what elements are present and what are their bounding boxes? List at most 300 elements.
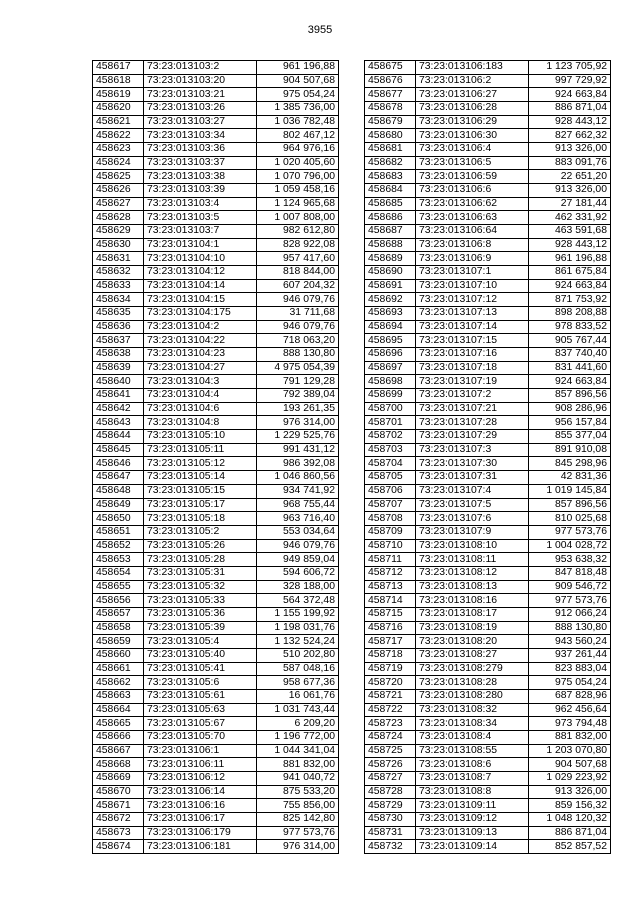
cadastral-number: 73:23:013107:5 bbox=[416, 498, 529, 512]
cadastral-number: 73:23:013109:13 bbox=[416, 826, 529, 840]
cadastral-number: 73:23:013106:4 bbox=[416, 143, 529, 157]
cadastral-number: 73:23:013108:17 bbox=[416, 607, 529, 621]
row-number: 458666 bbox=[93, 730, 144, 744]
table-row bbox=[365, 389, 611, 403]
cadastral-number: 73:23:013108:11 bbox=[416, 553, 529, 567]
table-row bbox=[365, 566, 611, 580]
cadastral-number: 73:23:013109:12 bbox=[416, 812, 529, 826]
cadastral-value: 883 091,76 bbox=[529, 156, 611, 170]
row-number: 458657 bbox=[93, 607, 144, 621]
cadastral-number: 73:23:013107:13 bbox=[416, 307, 529, 321]
cadastral-number: 73:23:013108:6 bbox=[416, 758, 529, 772]
table-row bbox=[365, 553, 611, 567]
cadastral-value: 1 196 772,00 bbox=[257, 730, 339, 744]
cadastral-number: 73:23:013103:39 bbox=[144, 184, 257, 198]
cadastral-number: 73:23:013108:28 bbox=[416, 676, 529, 690]
cadastral-value: 1 048 120,32 bbox=[529, 812, 611, 826]
row-number: 458642 bbox=[93, 402, 144, 416]
row-number: 458663 bbox=[93, 689, 144, 703]
table-row bbox=[93, 430, 339, 444]
row-number: 458656 bbox=[93, 594, 144, 608]
row-number: 458725 bbox=[365, 744, 416, 758]
table-row bbox=[365, 307, 611, 321]
table-row bbox=[365, 717, 611, 731]
row-number: 458647 bbox=[93, 471, 144, 485]
table-row bbox=[93, 648, 339, 662]
cadastral-number: 73:23:013103:27 bbox=[144, 115, 257, 129]
cadastral-value: 1 229 525,76 bbox=[257, 430, 339, 444]
cadastral-value: 946 079,76 bbox=[257, 539, 339, 553]
cadastral-value: 587 048,16 bbox=[257, 662, 339, 676]
row-number: 458681 bbox=[365, 143, 416, 157]
table-row bbox=[93, 539, 339, 553]
cadastral-number: 73:23:013107:1 bbox=[416, 266, 529, 280]
cadastral-number: 73:23:013103:36 bbox=[144, 143, 257, 157]
cadastral-value: 831 441,60 bbox=[529, 361, 611, 375]
row-number: 458700 bbox=[365, 402, 416, 416]
table-row bbox=[93, 170, 339, 184]
cadastral-value: 22 651,20 bbox=[529, 170, 611, 184]
table-row bbox=[93, 348, 339, 362]
cadastral-number: 73:23:013103:7 bbox=[144, 225, 257, 239]
table-row bbox=[365, 61, 611, 75]
row-number: 458685 bbox=[365, 197, 416, 211]
row-number: 458639 bbox=[93, 361, 144, 375]
table-row bbox=[93, 279, 339, 293]
row-number: 458617 bbox=[93, 61, 144, 75]
page-number: 3955 bbox=[307, 24, 333, 36]
row-number: 458677 bbox=[365, 88, 416, 102]
row-number: 458723 bbox=[365, 717, 416, 731]
table-row bbox=[93, 689, 339, 703]
cadastral-number: 73:23:013107:30 bbox=[416, 457, 529, 471]
cadastral-value: 975 054,24 bbox=[529, 676, 611, 690]
cadastral-value: 31 711,68 bbox=[257, 307, 339, 321]
table-row bbox=[365, 648, 611, 662]
row-number: 458691 bbox=[365, 279, 416, 293]
row-number: 458624 bbox=[93, 156, 144, 170]
cadastral-number: 73:23:013105:63 bbox=[144, 703, 257, 717]
table-row bbox=[93, 197, 339, 211]
table-row bbox=[93, 785, 339, 799]
cadastral-value: 928 443,12 bbox=[529, 238, 611, 252]
table-row bbox=[93, 676, 339, 690]
row-number: 458717 bbox=[365, 635, 416, 649]
row-number: 458668 bbox=[93, 758, 144, 772]
row-number: 458697 bbox=[365, 361, 416, 375]
cadastral-value: 949 859,04 bbox=[257, 553, 339, 567]
table-row bbox=[93, 129, 339, 143]
table-row bbox=[93, 307, 339, 321]
table-row bbox=[365, 498, 611, 512]
table-row bbox=[93, 61, 339, 75]
cadastral-number: 73:23:013105:39 bbox=[144, 621, 257, 635]
cadastral-number: 73:23:013105:6 bbox=[144, 676, 257, 690]
cadastral-value: 957 417,60 bbox=[257, 252, 339, 266]
cadastral-value: 857 896,56 bbox=[529, 389, 611, 403]
cadastral-number: 73:23:013108:13 bbox=[416, 580, 529, 594]
cadastral-number: 73:23:013109:11 bbox=[416, 799, 529, 813]
table-row bbox=[93, 143, 339, 157]
cadastral-value: 837 740,40 bbox=[529, 348, 611, 362]
cadastral-number: 73:23:013103:26 bbox=[144, 102, 257, 116]
table-row bbox=[93, 607, 339, 621]
row-number: 458661 bbox=[93, 662, 144, 676]
cadastral-value: 718 063,20 bbox=[257, 334, 339, 348]
cadastral-number: 73:23:013104:15 bbox=[144, 293, 257, 307]
cadastral-value: 328 188,00 bbox=[257, 580, 339, 594]
table-row bbox=[93, 320, 339, 334]
cadastral-number: 73:23:013106:181 bbox=[144, 840, 257, 854]
cadastral-number: 73:23:013103:38 bbox=[144, 170, 257, 184]
table-row bbox=[365, 170, 611, 184]
table-row bbox=[93, 553, 339, 567]
table-row bbox=[365, 88, 611, 102]
table-row bbox=[93, 799, 339, 813]
cadastral-value: 1 007 808,00 bbox=[257, 211, 339, 225]
table-row bbox=[93, 416, 339, 430]
row-number: 458675 bbox=[365, 61, 416, 75]
cadastral-value: 859 156,32 bbox=[529, 799, 611, 813]
row-number: 458686 bbox=[365, 211, 416, 225]
cadastral-value: 943 560,24 bbox=[529, 635, 611, 649]
row-number: 458641 bbox=[93, 389, 144, 403]
row-number: 458667 bbox=[93, 744, 144, 758]
table-row bbox=[93, 580, 339, 594]
cadastral-number: 73:23:013105:40 bbox=[144, 648, 257, 662]
cadastral-number: 73:23:013106:11 bbox=[144, 758, 257, 772]
cadastral-value: 818 844,00 bbox=[257, 266, 339, 280]
row-number: 458671 bbox=[93, 799, 144, 813]
cadastral-number: 73:23:013104:1 bbox=[144, 238, 257, 252]
row-number: 458678 bbox=[365, 102, 416, 116]
cadastral-value: 855 377,04 bbox=[529, 430, 611, 444]
row-number: 458635 bbox=[93, 307, 144, 321]
row-number: 458699 bbox=[365, 389, 416, 403]
table-row bbox=[93, 211, 339, 225]
table-row bbox=[93, 457, 339, 471]
table-row bbox=[365, 443, 611, 457]
table-row bbox=[365, 225, 611, 239]
cadastral-number: 73:23:013108:12 bbox=[416, 566, 529, 580]
cadastral-table-left bbox=[92, 60, 339, 854]
row-number: 458636 bbox=[93, 320, 144, 334]
table-row bbox=[93, 484, 339, 498]
table-row bbox=[365, 361, 611, 375]
row-number: 458707 bbox=[365, 498, 416, 512]
cadastral-value: 845 298,96 bbox=[529, 457, 611, 471]
table-row bbox=[365, 279, 611, 293]
row-number: 458650 bbox=[93, 512, 144, 526]
row-number: 458674 bbox=[93, 840, 144, 854]
row-number: 458662 bbox=[93, 676, 144, 690]
cadastral-value: 977 573,76 bbox=[529, 525, 611, 539]
cadastral-value: 881 832,00 bbox=[257, 758, 339, 772]
cadastral-number: 73:23:013106:12 bbox=[144, 771, 257, 785]
cadastral-number: 73:23:013105:70 bbox=[144, 730, 257, 744]
cadastral-number: 73:23:013108:279 bbox=[416, 662, 529, 676]
row-number: 458712 bbox=[365, 566, 416, 580]
cadastral-number: 73:23:013107:12 bbox=[416, 293, 529, 307]
cadastral-value: 1 059 458,16 bbox=[257, 184, 339, 198]
row-number: 458692 bbox=[365, 293, 416, 307]
cadastral-number: 73:23:013106:183 bbox=[416, 61, 529, 75]
cadastral-value: 510 202,80 bbox=[257, 648, 339, 662]
cadastral-value: 908 286,96 bbox=[529, 402, 611, 416]
table-row bbox=[93, 662, 339, 676]
cadastral-value: 1 124 965,68 bbox=[257, 197, 339, 211]
cadastral-value: 823 883,04 bbox=[529, 662, 611, 676]
table-row bbox=[365, 730, 611, 744]
cadastral-number: 73:23:013108:27 bbox=[416, 648, 529, 662]
row-number: 458711 bbox=[365, 553, 416, 567]
row-number: 458623 bbox=[93, 143, 144, 157]
cadastral-number: 73:23:013105:41 bbox=[144, 662, 257, 676]
row-number: 458732 bbox=[365, 840, 416, 854]
row-number: 458721 bbox=[365, 689, 416, 703]
cadastral-value: 961 196,88 bbox=[529, 252, 611, 266]
cadastral-number: 73:23:013107:19 bbox=[416, 375, 529, 389]
cadastral-number: 73:23:013106:5 bbox=[416, 156, 529, 170]
cadastral-value: 975 054,24 bbox=[257, 88, 339, 102]
table-row bbox=[365, 689, 611, 703]
table-row bbox=[365, 143, 611, 157]
row-number: 458652 bbox=[93, 539, 144, 553]
cadastral-number: 73:23:013107:21 bbox=[416, 402, 529, 416]
row-number: 458640 bbox=[93, 375, 144, 389]
table-row bbox=[93, 744, 339, 758]
cadastral-value: 42 831,36 bbox=[529, 471, 611, 485]
row-number: 458645 bbox=[93, 443, 144, 457]
cadastral-value: 962 456,64 bbox=[529, 703, 611, 717]
table-row bbox=[365, 744, 611, 758]
cadastral-number: 73:23:013106:27 bbox=[416, 88, 529, 102]
table-row bbox=[365, 799, 611, 813]
row-number: 458649 bbox=[93, 498, 144, 512]
cadastral-value: 956 157,84 bbox=[529, 416, 611, 430]
cadastral-value: 912 066,24 bbox=[529, 607, 611, 621]
cadastral-number: 73:23:013105:28 bbox=[144, 553, 257, 567]
row-number: 458626 bbox=[93, 184, 144, 198]
cadastral-value: 553 034,64 bbox=[257, 525, 339, 539]
cadastral-value: 913 326,00 bbox=[529, 785, 611, 799]
cadastral-number: 73:23:013104:12 bbox=[144, 266, 257, 280]
cadastral-number: 73:23:013105:67 bbox=[144, 717, 257, 731]
row-number: 458658 bbox=[93, 621, 144, 635]
table-row bbox=[365, 184, 611, 198]
row-number: 458701 bbox=[365, 416, 416, 430]
row-number: 458680 bbox=[365, 129, 416, 143]
cadastral-number: 73:23:013103:34 bbox=[144, 129, 257, 143]
cadastral-value: 924 663,84 bbox=[529, 88, 611, 102]
cadastral-value: 1 046 860,56 bbox=[257, 471, 339, 485]
table-row bbox=[93, 594, 339, 608]
cadastral-value: 976 314,00 bbox=[257, 416, 339, 430]
cadastral-number: 73:23:013108:280 bbox=[416, 689, 529, 703]
cadastral-value: 462 331,92 bbox=[529, 211, 611, 225]
cadastral-number: 73:23:013105:31 bbox=[144, 566, 257, 580]
table-row bbox=[365, 238, 611, 252]
row-number: 458719 bbox=[365, 662, 416, 676]
cadastral-number: 73:23:013103:4 bbox=[144, 197, 257, 211]
table-row bbox=[365, 197, 611, 211]
table-row bbox=[365, 635, 611, 649]
cadastral-number: 73:23:013104:6 bbox=[144, 402, 257, 416]
table-row bbox=[93, 621, 339, 635]
table-row bbox=[93, 703, 339, 717]
table-row bbox=[365, 512, 611, 526]
row-number: 458696 bbox=[365, 348, 416, 362]
cadastral-value: 791 129,28 bbox=[257, 375, 339, 389]
cadastral-number: 73:23:013107:29 bbox=[416, 430, 529, 444]
row-number: 458679 bbox=[365, 115, 416, 129]
cadastral-number: 73:23:013109:14 bbox=[416, 840, 529, 854]
cadastral-value: 1 385 736,00 bbox=[257, 102, 339, 116]
cadastral-value: 1 044 341,04 bbox=[257, 744, 339, 758]
row-number: 458690 bbox=[365, 266, 416, 280]
row-number: 458693 bbox=[365, 307, 416, 321]
cadastral-number: 73:23:013105:17 bbox=[144, 498, 257, 512]
table-row bbox=[365, 334, 611, 348]
cadastral-value: 193 261,35 bbox=[257, 402, 339, 416]
cadastral-value: 904 507,68 bbox=[257, 74, 339, 88]
cadastral-value: 6 209,20 bbox=[257, 717, 339, 731]
cadastral-value: 968 755,44 bbox=[257, 498, 339, 512]
row-number: 458643 bbox=[93, 416, 144, 430]
row-number: 458648 bbox=[93, 484, 144, 498]
cadastral-value: 607 204,32 bbox=[257, 279, 339, 293]
cadastral-number: 73:23:013107:31 bbox=[416, 471, 529, 485]
cadastral-value: 964 976,16 bbox=[257, 143, 339, 157]
table-row bbox=[365, 102, 611, 116]
cadastral-number: 73:23:013103:21 bbox=[144, 88, 257, 102]
table-row bbox=[93, 730, 339, 744]
table-row bbox=[93, 771, 339, 785]
cadastral-number: 73:23:013108:55 bbox=[416, 744, 529, 758]
cadastral-value: 1 020 405,60 bbox=[257, 156, 339, 170]
cadastral-value: 875 533,20 bbox=[257, 785, 339, 799]
row-number: 458688 bbox=[365, 238, 416, 252]
row-number: 458619 bbox=[93, 88, 144, 102]
cadastral-value: 861 675,84 bbox=[529, 266, 611, 280]
table-row bbox=[93, 74, 339, 88]
row-number: 458633 bbox=[93, 279, 144, 293]
table-row bbox=[93, 252, 339, 266]
cadastral-value: 924 663,84 bbox=[529, 375, 611, 389]
cadastral-value: 953 638,32 bbox=[529, 553, 611, 567]
row-number: 458630 bbox=[93, 238, 144, 252]
cadastral-value: 973 794,48 bbox=[529, 717, 611, 731]
cadastral-number: 73:23:013107:16 bbox=[416, 348, 529, 362]
table-row bbox=[93, 361, 339, 375]
table-row bbox=[93, 334, 339, 348]
row-number: 458653 bbox=[93, 553, 144, 567]
cadastral-number: 73:23:013105:32 bbox=[144, 580, 257, 594]
cadastral-number: 73:23:013105:36 bbox=[144, 607, 257, 621]
table-row bbox=[93, 402, 339, 416]
table-row bbox=[93, 471, 339, 485]
cadastral-value: 888 130,80 bbox=[529, 621, 611, 635]
table-row bbox=[93, 717, 339, 731]
row-number: 458683 bbox=[365, 170, 416, 184]
cadastral-number: 73:23:013104:2 bbox=[144, 320, 257, 334]
cadastral-number: 73:23:013103:37 bbox=[144, 156, 257, 170]
row-number: 458704 bbox=[365, 457, 416, 471]
cadastral-number: 73:23:013105:11 bbox=[144, 443, 257, 457]
cadastral-number: 73:23:013104:27 bbox=[144, 361, 257, 375]
cadastral-value: 913 326,00 bbox=[529, 184, 611, 198]
cadastral-number: 73:23:013108:20 bbox=[416, 635, 529, 649]
cadastral-value: 1 031 743,44 bbox=[257, 703, 339, 717]
table-row bbox=[93, 443, 339, 457]
cadastral-number: 73:23:013107:4 bbox=[416, 484, 529, 498]
cadastral-number: 73:23:013106:29 bbox=[416, 115, 529, 129]
cadastral-value: 27 181,44 bbox=[529, 197, 611, 211]
cadastral-number: 73:23:013104:22 bbox=[144, 334, 257, 348]
row-number: 458687 bbox=[365, 225, 416, 239]
row-number: 458703 bbox=[365, 443, 416, 457]
cadastral-number: 73:23:013104:175 bbox=[144, 307, 257, 321]
cadastral-number: 73:23:013103:5 bbox=[144, 211, 257, 225]
row-number: 458715 bbox=[365, 607, 416, 621]
cadastral-number: 73:23:013106:30 bbox=[416, 129, 529, 143]
table-row bbox=[93, 225, 339, 239]
row-number: 458689 bbox=[365, 252, 416, 266]
table-row bbox=[365, 457, 611, 471]
table-row bbox=[365, 348, 611, 362]
cadastral-number: 73:23:013106:14 bbox=[144, 785, 257, 799]
cadastral-number: 73:23:013106:179 bbox=[144, 826, 257, 840]
table-row bbox=[93, 115, 339, 129]
cadastral-value: 941 040,72 bbox=[257, 771, 339, 785]
cadastral-number: 73:23:013104:4 bbox=[144, 389, 257, 403]
row-number: 458731 bbox=[365, 826, 416, 840]
table-row bbox=[365, 525, 611, 539]
table-row bbox=[365, 129, 611, 143]
row-number: 458730 bbox=[365, 812, 416, 826]
row-number: 458720 bbox=[365, 676, 416, 690]
row-number: 458718 bbox=[365, 648, 416, 662]
cadastral-number: 73:23:013108:4 bbox=[416, 730, 529, 744]
cadastral-value: 977 573,76 bbox=[529, 594, 611, 608]
table-row bbox=[365, 662, 611, 676]
row-number: 458637 bbox=[93, 334, 144, 348]
row-number: 458702 bbox=[365, 430, 416, 444]
cadastral-value: 928 443,12 bbox=[529, 115, 611, 129]
cadastral-number: 73:23:013103:2 bbox=[144, 61, 257, 75]
table-row bbox=[365, 156, 611, 170]
row-number: 458682 bbox=[365, 156, 416, 170]
table-row bbox=[365, 293, 611, 307]
cadastral-value: 904 507,68 bbox=[529, 758, 611, 772]
cadastral-value: 810 025,68 bbox=[529, 512, 611, 526]
table-row bbox=[365, 430, 611, 444]
cadastral-value: 976 314,00 bbox=[257, 840, 339, 854]
row-number: 458644 bbox=[93, 430, 144, 444]
row-number: 458676 bbox=[365, 74, 416, 88]
table-row bbox=[93, 525, 339, 539]
cadastral-number: 73:23:013105:4 bbox=[144, 635, 257, 649]
table-row bbox=[93, 498, 339, 512]
cadastral-value: 755 856,00 bbox=[257, 799, 339, 813]
row-number: 458706 bbox=[365, 484, 416, 498]
table-row bbox=[93, 88, 339, 102]
cadastral-number: 73:23:013108:10 bbox=[416, 539, 529, 553]
cadastral-value: 898 208,88 bbox=[529, 307, 611, 321]
cadastral-number: 73:23:013107:18 bbox=[416, 361, 529, 375]
cadastral-value: 934 741,92 bbox=[257, 484, 339, 498]
cadastral-number: 73:23:013105:18 bbox=[144, 512, 257, 526]
